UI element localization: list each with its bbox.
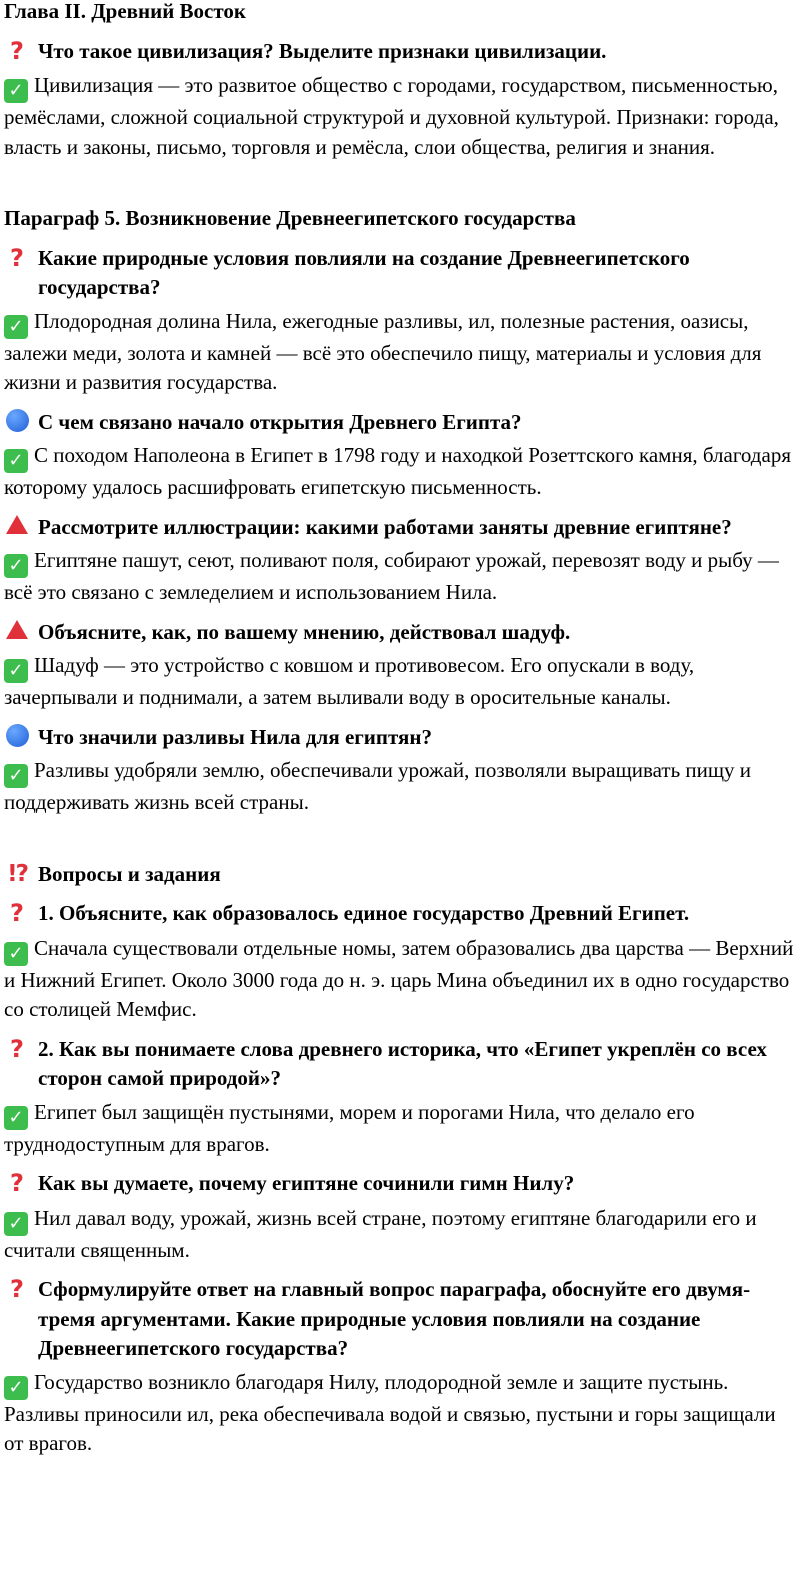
question-mark-icon: ? [10,1034,24,1063]
question-mark-icon: ? [10,243,24,272]
answer: ✓ Государство возникло благодаря Нилу, плодородной земле и защите пустынь. Разливы приносили ил, река обеспечивала водой и связью, пустыни и горы защищали от врагов. [4,1369,776,1455]
check-mark-icon: ✓ [4,659,28,683]
question: С чем связано начало открытия Древнего Египта? [4,408,796,438]
question-mark-icon: ? [10,36,24,65]
exclamation-question-icon: !? [7,860,27,887]
question-mark-icon: ? [10,1275,24,1303]
chapter-title: Глава II. Древний Восток [4,0,247,23]
question-mark-icon: ? [10,899,24,927]
paragraph-title: Параграф 5. Возникновение Древнеегипетского государства [4,206,576,230]
answer: ✓ Шадуф — это устройство с ковшом и противовесом. Его опускали в воду, зачерпывали и поднимали, а затем выливали воду в оросительные каналы. [4,653,695,709]
answer: ✓ С походом Наполеона в Египет в 1798 году и находкой Розеттского камня, благодаря которому удалось расшифровать египетскую письменность. [4,443,791,499]
question: Рассмотрите иллюстрации: какими работами заняты древние египтяне? [4,513,796,543]
question: ? 1. Объясните, как образовалось единое государство Древний Египет. [10,899,690,927]
check-mark-icon: ✓ [4,1106,28,1130]
tasks-title: !? Вопросы и задания [7,860,221,887]
answer: ✓ Египет был защищён пустынями, морем и порогами Нила, что делало его труднодоступным для врагов. [4,1099,695,1156]
check-mark-icon: ✓ [4,315,28,339]
blue-circle-icon [6,724,29,747]
question-mark-icon: ? [10,1169,24,1197]
answer: ✓ Плодородная долина Нила, ежегодные разливы, ил, полезные растения, оазисы, залежи меди, золота и камней — всё это обеспечило пищу, материалы и условия для жизни и развития государства. [4,308,762,394]
answer: ✓ Нил давал воду, урожай, жизнь всей стране, поэтому египтяне благодарили его и считали священным. [4,1205,757,1262]
question: Что значили разливы Нила для египтян? [4,723,796,753]
blue-circle-icon [6,409,29,432]
answer: ✓ Египтяне пашут, сеют, поливают поля, собирают урожай, перевозят воду и рыбу — всё это связано с земледелием и использованием Нила. [4,548,779,604]
question: Объясните, как, по вашему мнению, действовал шадуф. [4,618,796,648]
question: ? Что такое цивилизация? Выделите признаки цивилизации. [10,36,607,65]
answer: ✓ Разливы удобряли землю, обеспечивали урожай, позволяли выращивать пищу и поддерживать жизнь всей страны. [4,758,752,814]
answer: ✓ Сначала существовали отдельные номы, затем образовались два царства — Верхний и Нижний Египет. Около 3000 года до н. э. царь Мина объединил их в одно государство со столицей Мемфис. [4,935,794,1021]
red-triangle-icon [6,620,28,639]
watermark: ​ [408,39,432,144]
check-mark-icon: ✓ [4,554,28,578]
question: ? 2. Как вы понимаете слова древнего историка, что «Египет укреплён со всех сторон самой природой»? [10,1034,767,1090]
red-triangle-icon [6,515,28,534]
check-mark-icon: ✓ [4,764,28,788]
check-mark-icon: ✓ [4,1212,28,1236]
answer: ✓ Цивилизация — это развитое общество с городами, государством, письменностью, ремёслами, сложной социальной структурой и духовной культурой. Признаки: города, власть и законы, письмо, торговля и ремёсла, слои общества, религия и знания. [4,73,779,159]
question: ? Сформулируйте ответ на главный вопрос параграфа, обоснуйте его двумя-тремя аргументами. Какие природные условия повлияли на создание Древнеегипетского государства? [10,1275,751,1360]
check-mark-icon: ✓ [4,942,28,966]
question: ? Какие природные условия повлияли на создание Древнеегипетского государства? [10,243,690,299]
question: ? Как вы думаете, почему египтяне сочинили гимн Нилу? [10,1169,575,1197]
check-mark-icon: ✓ [4,1376,28,1400]
check-mark-icon: ✓ [4,449,28,473]
check-mark-icon: ✓ [4,79,28,103]
